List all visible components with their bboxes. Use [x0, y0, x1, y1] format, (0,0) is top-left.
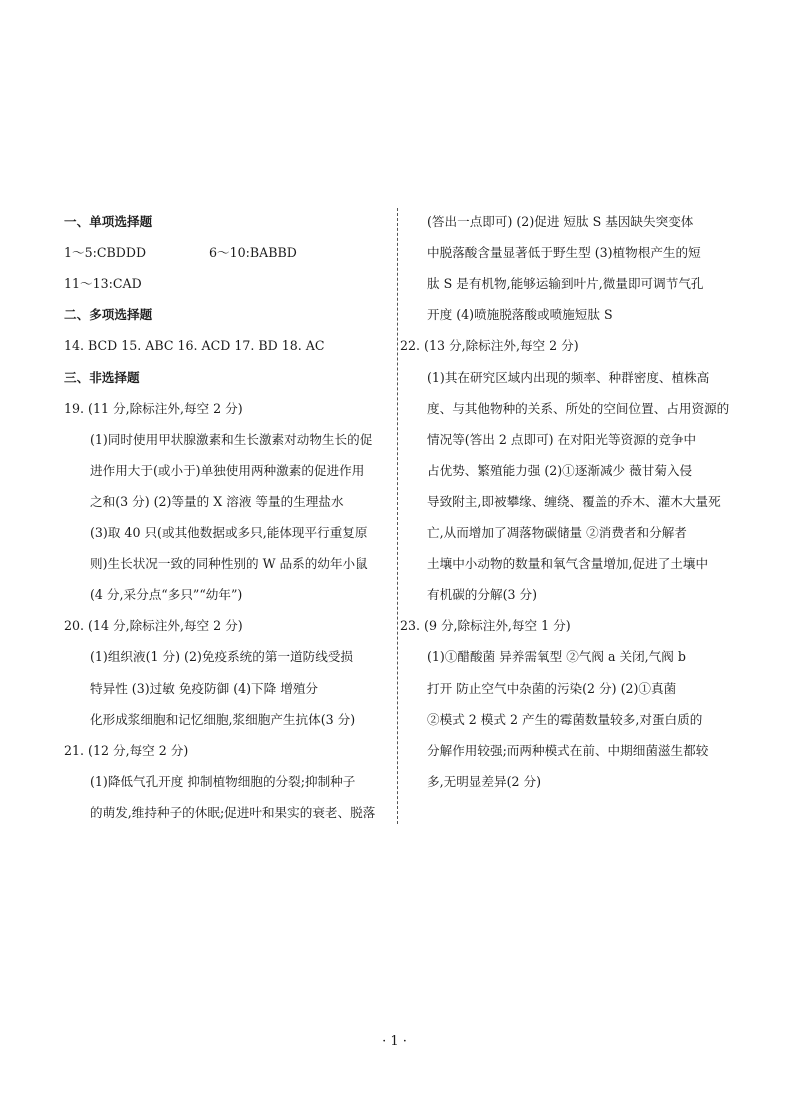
right-line: 有机碳的分解(3 分): [427, 587, 537, 603]
right-line: 打开 防止空气中杂菌的污染(2 分) (2)①真菌: [427, 680, 677, 696]
left-line: (1)同时使用甲状腺激素和生长激素对动物生长的促: [90, 431, 373, 447]
left-line: 二、多项选择题: [64, 307, 153, 323]
left-line: 三、非选择题: [64, 369, 140, 385]
right-line: 开度 (4)喷施脱落酸或喷施短肽 S: [427, 307, 613, 323]
left-line: 特异性 (3)过敏 免疫防御 (4)下降 增殖分: [90, 680, 319, 696]
right-line: (答出一点即可) (2)促进 短肽 S 基因缺失突变体: [427, 214, 694, 229]
left-line: (4 分,采分点“多只”“幼年”): [90, 587, 243, 603]
right-line: 度、与其他物种的关系、所处的空间位置、占用资源的: [427, 400, 730, 416]
column-divider: [397, 208, 398, 824]
left-line: 则)生长状况一致的同种性别的 W 品系的幼年小鼠: [90, 556, 368, 572]
right-line: 分解作用较强;而两种模式在前、中期细菌滋生都较: [427, 742, 709, 758]
left-line: 一、单项选择题: [64, 214, 153, 229]
right-line: 占优势、繁殖能力强 (2)①逐渐减少 薇甘菊入侵: [427, 462, 693, 478]
right-line: 导致附主,即被攀缘、缠绕、覆盖的乔木、灌木大量死: [427, 493, 721, 509]
left-line: 19. (11 分,除标注外,每空 2 分): [64, 400, 243, 416]
right-line: (1)①醋酸菌 异养需氧型 ②气阀 a 关闭,气阀 b: [427, 649, 686, 665]
left-line: 21. (12 分,每空 2 分): [64, 742, 189, 758]
right-line: 中脱落酸含量显著低于野生型 (3)植物根产生的短: [427, 245, 701, 261]
right-line: 23. (9 分,除标注外,每空 1 分): [400, 618, 571, 634]
left-line: (1)组织液(1 分) (2)免疫系统的第一道防线受损: [90, 649, 354, 665]
right-line: (1)其在研究区域内出现的频率、种群密度、植株高: [427, 369, 710, 385]
right-line: 亡,从而增加了凋落物碳储量 ②消费者和分解者: [427, 525, 687, 540]
right-line: 22. (13 分,除标注外,每空 2 分): [400, 338, 579, 354]
right-line: 肽 S 是有机物,能够运输到叶片,微量即可调节气孔: [427, 276, 704, 292]
right-line: 多,无明显差异(2 分): [427, 773, 542, 789]
left-line: 进作用大于(或小于)单独使用两种激素的促进作用: [90, 462, 365, 478]
left-line: 之和(3 分) (2)等量的 X 溶液 等量的生理盐水: [90, 493, 344, 509]
left-line: 14. BCD 15. ABC 16. ACD 17. BD 18. AC: [64, 338, 325, 354]
left-line: 1～5:CBDDD 6～10:BABBD: [64, 245, 297, 261]
right-line: ②模式 2 模式 2 产生的霉菌数量较多,对蛋白质的: [427, 711, 703, 727]
left-line: 11～13:CAD: [64, 276, 142, 292]
left-line: (3)取 40 只(或其他数据或多只,能体现平行重复原: [90, 525, 368, 540]
left-line: 化形成浆细胞和记忆细胞,浆细胞产生抗体(3 分): [90, 711, 356, 727]
right-line: 情况等(答出 2 点即可) 在对阳光等资源的竞争中: [427, 431, 697, 447]
right-line: 土壤中小动物的数量和氧气含量增加,促进了土壤中: [427, 556, 709, 572]
left-line: 的萌发,维持种子的休眠;促进叶和果实的衰老、脱落: [90, 804, 376, 820]
left-line: (1)降低气孔开度 抑制植物细胞的分裂;抑制种子: [90, 773, 356, 789]
left-line: 20. (14 分,除标注外,每空 2 分): [64, 618, 243, 634]
page-number: · 1 ·: [382, 1034, 407, 1049]
